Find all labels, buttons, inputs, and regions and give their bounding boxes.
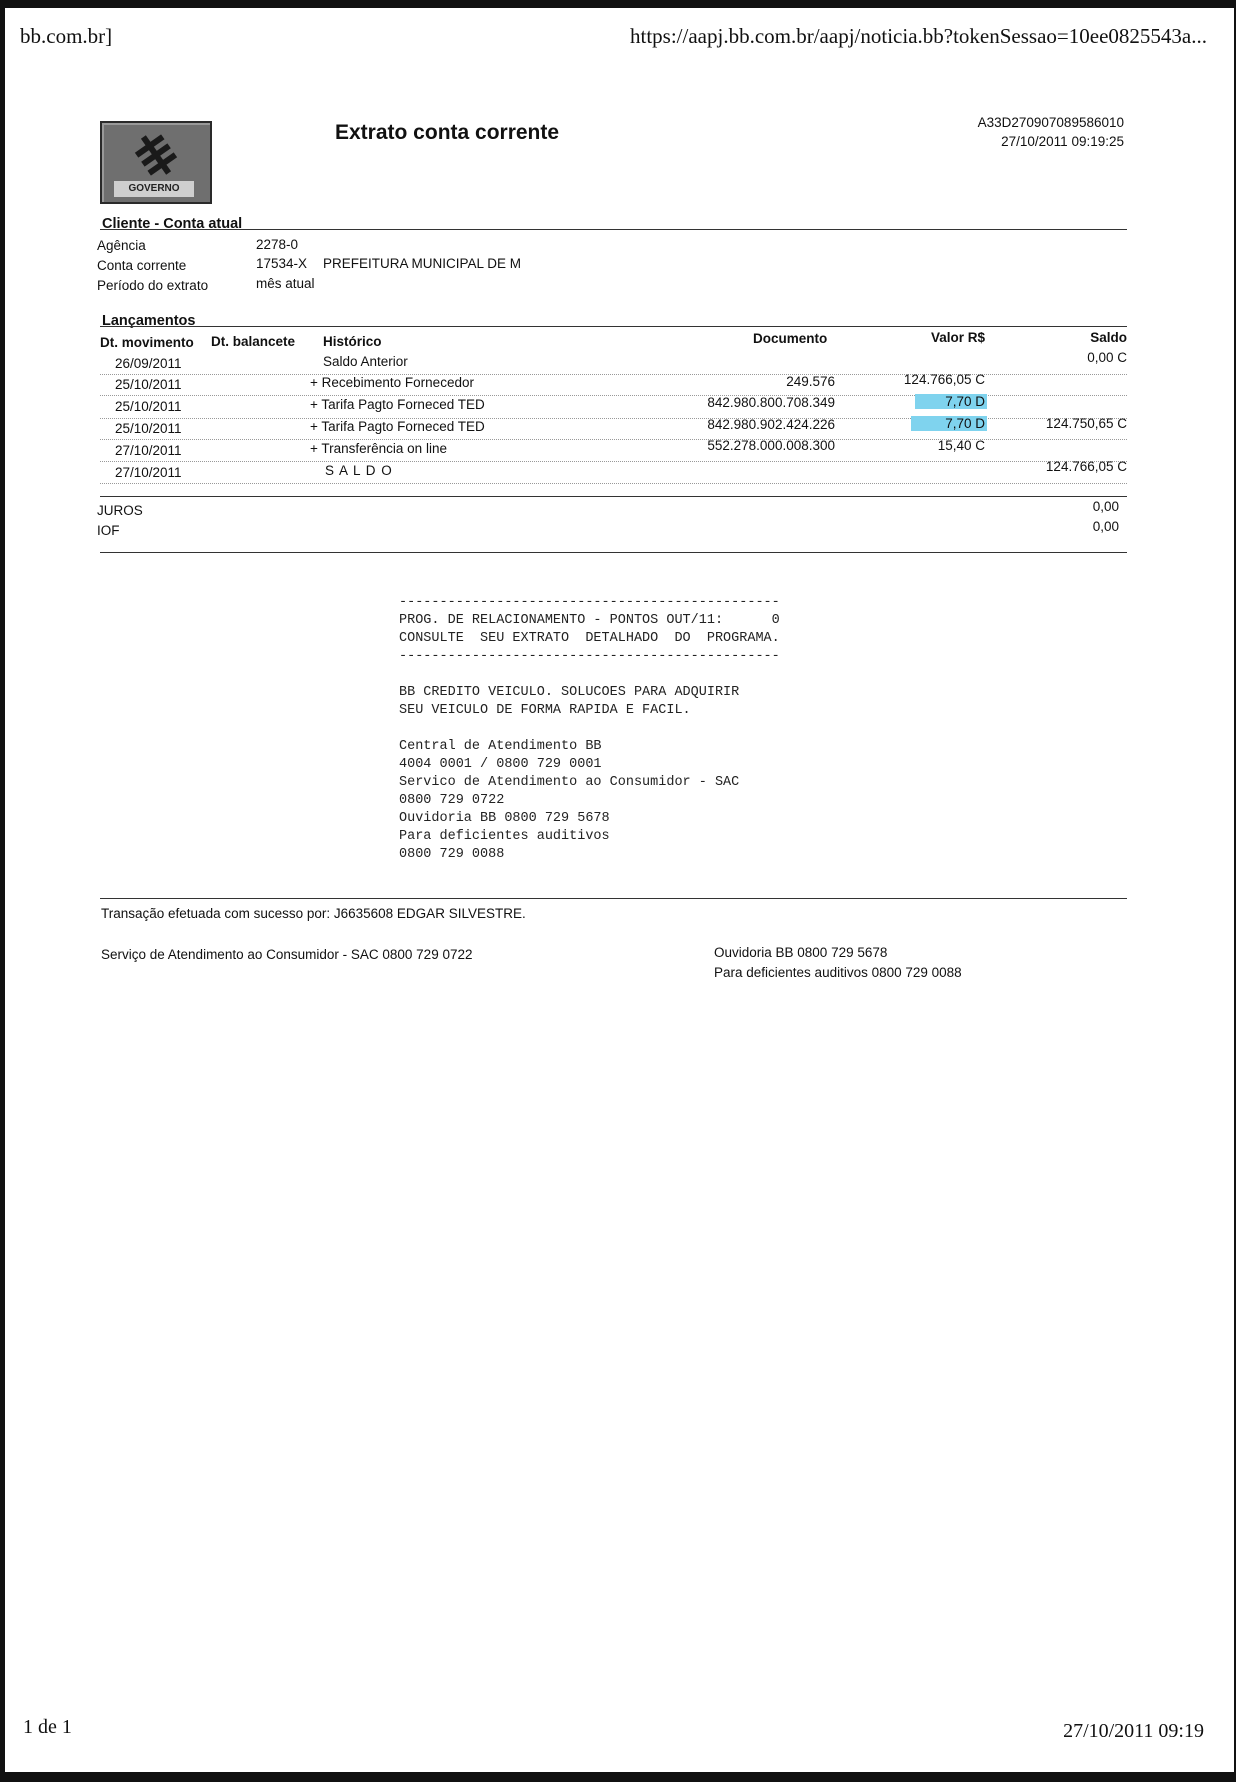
dashed-line: ----------------------------------------------- — [399, 595, 780, 610]
row-date: 27/10/2011 — [115, 443, 182, 458]
row-valor-highlighted: 7,70 D — [915, 394, 987, 409]
conta-label: Conta corrente — [97, 258, 187, 273]
dashed-line: ----------------------------------------------- — [399, 649, 780, 664]
footer-sac: Serviço de Atendimento ao Consumidor - SAC 0800 729 0722 — [101, 947, 473, 962]
bb-logo — [100, 121, 212, 204]
row-documento: 552.278.000.008.300 — [707, 438, 835, 453]
juros-label: JUROS — [97, 503, 143, 518]
divider — [100, 326, 1127, 327]
page-title: Extrato conta corrente — [335, 121, 560, 144]
periodo-label: Período do extrato — [97, 278, 209, 293]
row-historico: Saldo Anterior — [323, 354, 408, 369]
divider — [100, 496, 1127, 497]
col-documento: Documento — [753, 331, 828, 346]
contact-line: Ouvidoria BB 0800 729 5678 — [399, 811, 610, 826]
row-valor: 124.766,05 C — [903, 372, 985, 387]
client-section-title: Cliente - Conta atual — [102, 216, 243, 232]
bb-promo-line-1: BB CREDITO VEICULO. SOLUCOES PARA ADQUIRIR — [399, 685, 740, 700]
row-saldo: 0,00 C — [1087, 350, 1127, 365]
conta-value: 17534-X — [256, 256, 308, 271]
footer-deficientes: Para deficientes auditivos 0800 729 0088 — [714, 965, 962, 980]
row-documento: 842.980.902.424.226 — [707, 417, 835, 432]
iof-label: IOF — [97, 523, 120, 538]
row-saldo: 124.750,65 C — [1045, 416, 1127, 431]
page-url: https://aapj.bb.com.br/aapj/noticia.bb?tokenSessao=10ee0825543a... — [630, 24, 1207, 48]
contact-line: 0800 729 0722 — [399, 793, 505, 808]
prog-line-2: CONSULTE SEU EXTRATO DETALHADO DO PROGRAMA. — [399, 631, 780, 646]
lancamentos-title: Lançamentos — [102, 313, 196, 329]
row-historico: + Recebimento Fornecedor — [310, 375, 474, 390]
agencia-value: 2278-0 — [256, 237, 299, 252]
contact-line: Servico de Atendimento ao Consumidor - SAC — [399, 775, 740, 790]
contact-line: 4004 0001 / 0800 729 0001 — [399, 757, 602, 772]
row-documento: 842.980.800.708.349 — [707, 395, 835, 410]
row-valor: 15,40 C — [937, 438, 985, 453]
iof-value: 0,00 — [1092, 519, 1119, 534]
row-historico: + Tarifa Pagto Forneced TED — [310, 397, 485, 412]
col-valor: Valor R$ — [930, 330, 985, 345]
col-saldo: Saldo — [1090, 330, 1127, 345]
logo-label: GOVERNO — [114, 181, 194, 197]
prog-line-1: PROG. DE RELACIONAMENTO - PONTOS OUT/11: 0 — [399, 613, 780, 628]
transaction-info: Transação efetuada com sucesso por: J6635608 EDGAR SILVESTRE. — [101, 906, 526, 921]
document-code: A33D270907089586010 — [977, 115, 1124, 130]
agencia-label: Agência — [97, 238, 146, 253]
statement-page — [5, 8, 1234, 1772]
document-datetime: 27/10/2011 09:19:25 — [1001, 134, 1124, 149]
contact-line: 0800 729 0088 — [399, 847, 505, 862]
bb-symbol-icon — [102, 123, 210, 183]
periodo-value: mês atual — [256, 276, 315, 291]
row-date: 25/10/2011 — [115, 421, 182, 436]
page-count: 1 de 1 — [23, 1716, 72, 1738]
juros-value: 0,00 — [1092, 499, 1119, 514]
col-historico: Histórico — [323, 334, 382, 349]
col-dt-movimento: Dt. movimento — [100, 335, 194, 350]
row-date: 27/10/2011 — [115, 465, 182, 480]
divider — [100, 229, 1127, 230]
footer-ouvidoria: Ouvidoria BB 0800 729 5678 — [714, 945, 888, 960]
divider — [100, 552, 1127, 553]
row-valor-highlighted: 7,70 D — [911, 416, 987, 431]
col-dt-balancete: Dt. balancete — [211, 334, 296, 349]
conta-name: PREFEITURA MUNICIPAL DE M — [323, 256, 522, 271]
contact-line: Para deficientes auditivos — [399, 829, 610, 844]
print-datetime: 27/10/2011 09:19 — [1063, 1720, 1204, 1742]
row-date: 25/10/2011 — [115, 377, 182, 392]
row-documento: 249.576 — [786, 374, 835, 389]
divider — [100, 898, 1127, 899]
row-historico: + Transferência on line — [310, 441, 447, 456]
row-date: 25/10/2011 — [115, 399, 182, 414]
row-saldo: 124.766,05 C — [1045, 459, 1127, 474]
row-separator — [100, 461, 1127, 462]
row-historico: + Tarifa Pagto Forneced TED — [310, 419, 485, 434]
bb-promo-line-2: SEU VEICULO DE FORMA RAPIDA E FACIL. — [399, 703, 691, 718]
row-date: 26/09/2011 — [115, 356, 182, 371]
row-historico: S A L D O — [325, 463, 393, 478]
row-separator — [100, 483, 1127, 484]
contact-line: Central de Atendimento BB — [399, 739, 602, 754]
url-fragment: bb.com.br] — [20, 24, 113, 48]
